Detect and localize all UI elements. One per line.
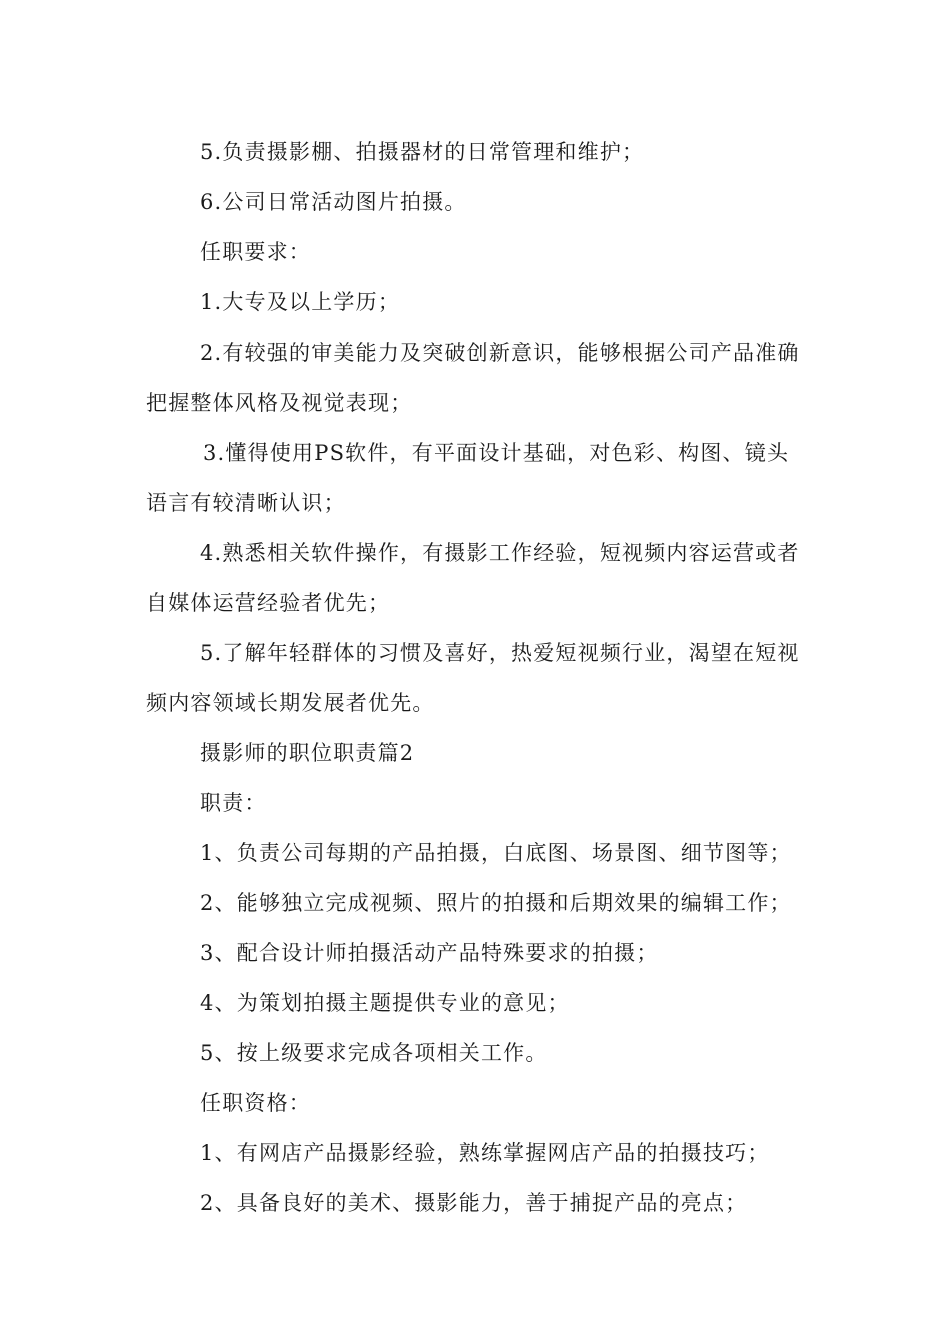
requirement-item-3: 3.懂得使用PS软件，有平面设计基础，对色彩、构图、镜头 bbox=[203, 441, 790, 465]
requirements-heading: 任职要求： bbox=[200, 240, 311, 264]
requirement-item-2: 2.有较强的审美能力及突破创新意识，能够根据公司产品准确 bbox=[200, 341, 800, 365]
duty-item-1: 1、负责公司每期的产品拍摄，白底图、场景图、细节图等； bbox=[200, 841, 792, 865]
duty-item-3: 3、配合设计师拍摄活动产品特殊要求的拍摄； bbox=[200, 941, 659, 965]
requirement-item-3-cont: 语言有较清晰认识； bbox=[146, 491, 346, 515]
duty-item-4: 4、为策划拍摄主题提供专业的意见； bbox=[200, 991, 570, 1015]
duty-item-6: 6.公司日常活动图片拍摄。 bbox=[200, 190, 467, 214]
qualification-item-2: 2、具备良好的美术、摄影能力，善于捕捉产品的亮点； bbox=[200, 1191, 748, 1215]
requirement-item-5: 5.了解年轻群体的习惯及喜好，热爱短视频行业，渴望在短视 bbox=[200, 641, 800, 665]
qualifications-heading: 任职资格： bbox=[200, 1091, 311, 1115]
requirement-item-1: 1.大专及以上学历； bbox=[200, 290, 401, 314]
duty-item-5: 5.负责摄影棚、拍摄器材的日常管理和维护； bbox=[200, 140, 645, 164]
duties-heading: 职责： bbox=[200, 791, 267, 815]
duty-item-2: 2、能够独立完成视频、照片的拍摄和后期效果的编辑工作； bbox=[200, 891, 792, 915]
qualification-item-1: 1、有网店产品摄影经验，熟练掌握网店产品的拍摄技巧； bbox=[200, 1141, 770, 1165]
requirement-item-5-cont: 频内容领域长期发展者优先。 bbox=[146, 691, 435, 715]
section-heading: 摄影师的职位职责篇2 bbox=[200, 741, 415, 765]
duty-item-5b: 5、按上级要求完成各项相关工作。 bbox=[200, 1041, 548, 1065]
requirement-item-2-cont: 把握整体风格及视觉表现； bbox=[146, 391, 413, 415]
requirement-item-4: 4.熟悉相关软件操作，有摄影工作经验，短视频内容运营或者 bbox=[200, 541, 800, 565]
requirement-item-4-cont: 自媒体运营经验者优先； bbox=[146, 591, 391, 615]
